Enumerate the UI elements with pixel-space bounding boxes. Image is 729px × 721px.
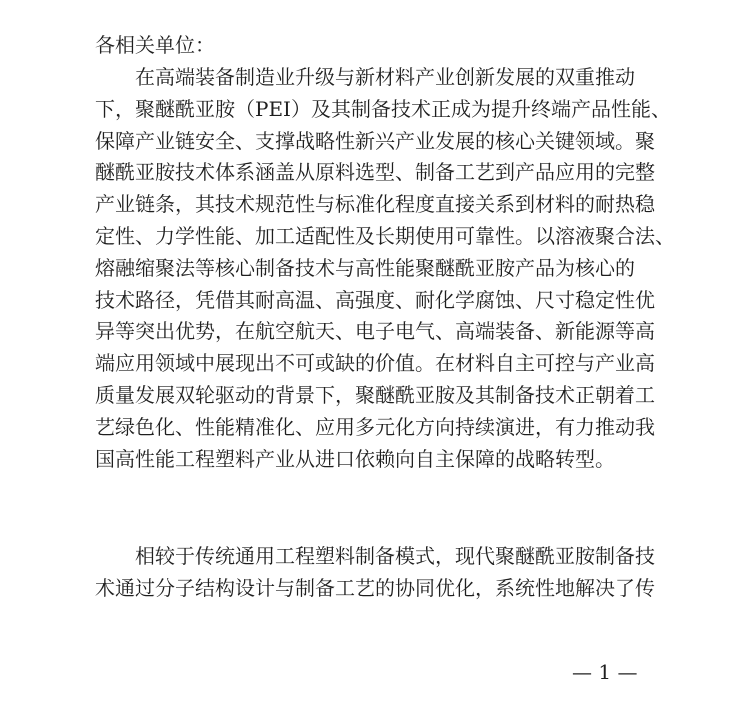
text-line: 保障产业链安全、支撑战略性新兴产业发展的核心关键领域。聚 (95, 128, 655, 153)
text-line: 异等突出优势，在航空航天、电子电气、高端装备、新能源等高 (95, 319, 655, 344)
text-line: 下，聚醚酰亚胺（PEI）及其制备技术正成为提升终端产品性能、 (95, 96, 671, 121)
text-line: 术通过分子结构设计与制备工艺的协同优化，系统性地解决了传 (95, 575, 655, 600)
page-number: — 1 — (572, 660, 638, 684)
paragraph (95, 62, 675, 475)
text-line: 端应用领域中展现出不可或缺的价值。在材料自主可控与产业高 (95, 351, 655, 376)
text-line: 产业链条，其技术规范性与标准化程度直接关系到材料的耐热稳 (95, 192, 655, 217)
salutation: 各相关单位： (95, 33, 215, 57)
text-line: 在高端装备制造业升级与新材料产业创新发展的双重推动 (135, 65, 635, 89)
text-line: 熔融缩聚法等核心制备技术与高性能聚醚酰亚胺产品为核心的 (95, 255, 635, 280)
text-line: 艺绿色化、性能精准化、应用多元化方向持续演进，有力推动我 (95, 414, 655, 439)
paragraph (95, 541, 655, 605)
text-line: 定性、力学性能、加工适配性及长期使用可靠性。以溶液聚合法、 (95, 223, 675, 248)
text-line: 醚酰亚胺技术体系涵盖从原料选型、制备工艺到产品应用的完整 (95, 160, 655, 185)
text-line: 技术路径，凭借其耐高温、高强度、耐化学腐蚀、尺寸稳定性优 (95, 287, 655, 312)
text-line: 国高性能工程塑料产业从进口依赖向自主保障的战略转型。 (95, 446, 615, 471)
text-line: 质量发展双轮驱动的背景下，聚醚酰亚胺及其制备技术正朝着工 (95, 382, 655, 407)
text-line: 相较于传统通用工程塑料制备模式，现代聚醚酰亚胺制备技 (135, 544, 655, 568)
